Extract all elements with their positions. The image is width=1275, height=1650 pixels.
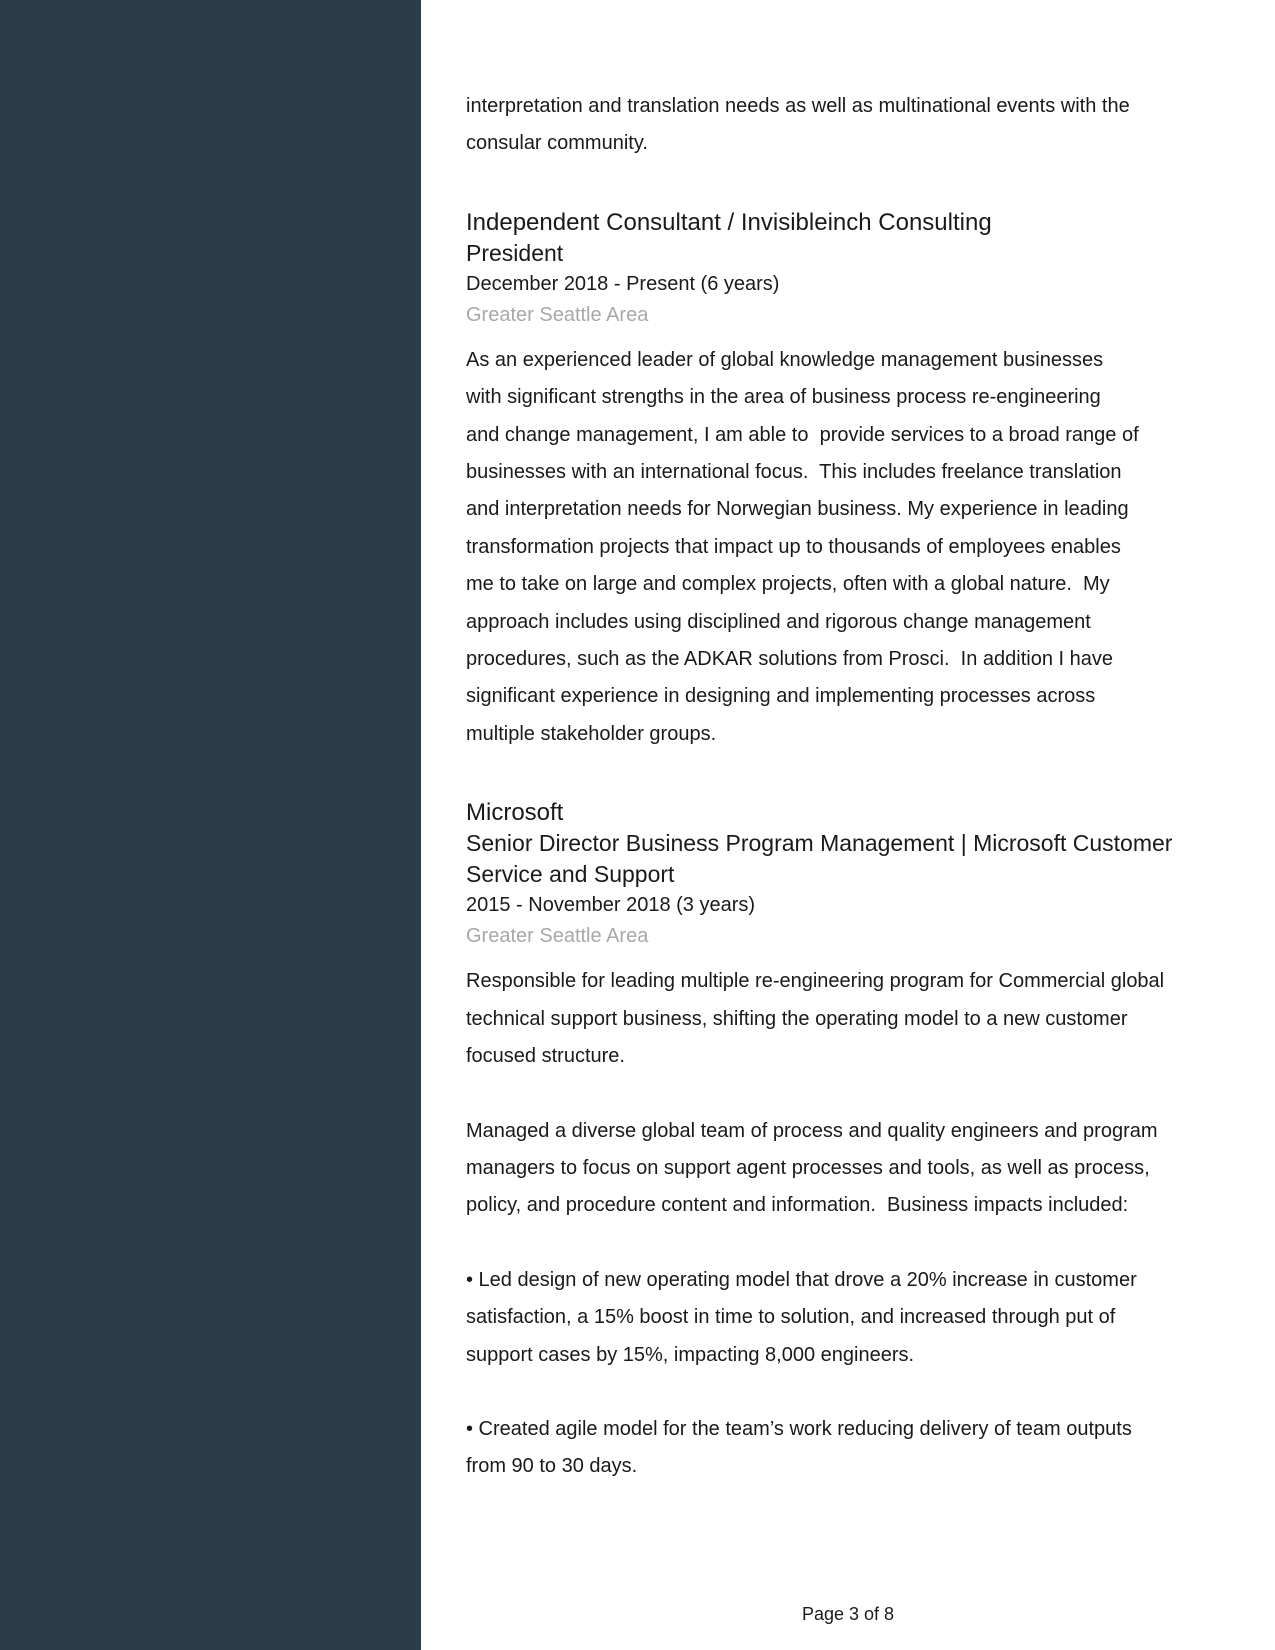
company-name: Independent Consultant / Invisibleinch Consulting: [466, 208, 992, 236]
text-line: As an experienced leader of global knowledge management businesses: [466, 348, 1104, 371]
text-line: interpretation and translation needs as well as multinational events with the: [466, 95, 1130, 117]
resume-content: [466, 88, 1236, 1486]
text-line: significant experience in designing and implementing processes across: [466, 685, 1096, 708]
job-location: Greater Seattle Area: [466, 925, 649, 948]
job-location: Greater Seattle Area: [466, 303, 649, 326]
text-line: Managed a diverse global team of process and quality engineers and program: [466, 1119, 1158, 1142]
paragraph-gap: [466, 1076, 1236, 1113]
text-line: satisfaction, a 15% boost in time to solution, and increased through put of: [466, 1306, 1116, 1329]
text-line: approach includes using disciplined and rigorous change management: [466, 610, 1091, 633]
text-line: and interpretation needs for Norwegian business. My experience in leading: [466, 498, 1129, 521]
text-line: me to take on large and complex projects, often with a global nature. My: [466, 573, 1110, 596]
text-line: procedures, such as the ADKAR solutions from Prosci. In addition I have: [466, 648, 1113, 671]
text-line: technical support business, shifting the operating model to a new customer: [466, 1007, 1128, 1030]
sidebar-panel: [0, 0, 421, 1650]
intro-paragraph: [466, 88, 1236, 163]
job-dates: December 2018 - Present (6 years): [466, 272, 780, 295]
job-description: [466, 342, 1236, 753]
text-line: Responsible for leading multiple re-engineering program for Commercial global: [466, 970, 1165, 993]
text-line: businesses with an international focus. This includes freelance translation: [466, 461, 1122, 484]
text-line: multiple stakeholder groups.: [466, 722, 717, 745]
job-title-line: Senior Director Business Program Management | Microsoft Customer: [466, 830, 1173, 857]
job-entry-microsoft: [466, 797, 1236, 1485]
paragraph-gap: [466, 1225, 1236, 1262]
bullet-line: • Created agile model for the team’s work reducing delivery of team outputs: [466, 1417, 1132, 1440]
text-line: consular community.: [466, 132, 648, 155]
job-title-line: Service and Support: [466, 861, 675, 888]
text-line: with significant strengths in the area of business process re-engineering: [466, 386, 1101, 409]
text-line: and change management, I am able to provide services to a broad range of: [466, 423, 1139, 446]
job-title: President: [466, 239, 564, 266]
job-entry-invisibleinch: [466, 207, 1236, 753]
page-number: Page 3 of 8: [801, 1604, 895, 1624]
job-dates: 2015 - November 2018 (3 years): [466, 894, 756, 917]
text-line: focused structure.: [466, 1045, 625, 1068]
text-line: from 90 to 30 days.: [466, 1455, 638, 1478]
text-line: policy, and procedure content and information. Business impacts included:: [466, 1194, 1129, 1217]
text-line: managers to focus on support agent processes and tools, as well as process,: [466, 1156, 1150, 1179]
text-line: support cases by 15%, impacting 8,000 engineers.: [466, 1343, 915, 1366]
job-description: [466, 963, 1236, 1485]
bullet-line: • Led design of new operating model that drove a 20% increase in customer: [466, 1268, 1137, 1291]
company-name: Microsoft: [466, 799, 564, 827]
text-line: transformation projects that impact up to thousands of employees enables: [466, 535, 1121, 558]
paragraph-gap: [466, 1374, 1236, 1411]
